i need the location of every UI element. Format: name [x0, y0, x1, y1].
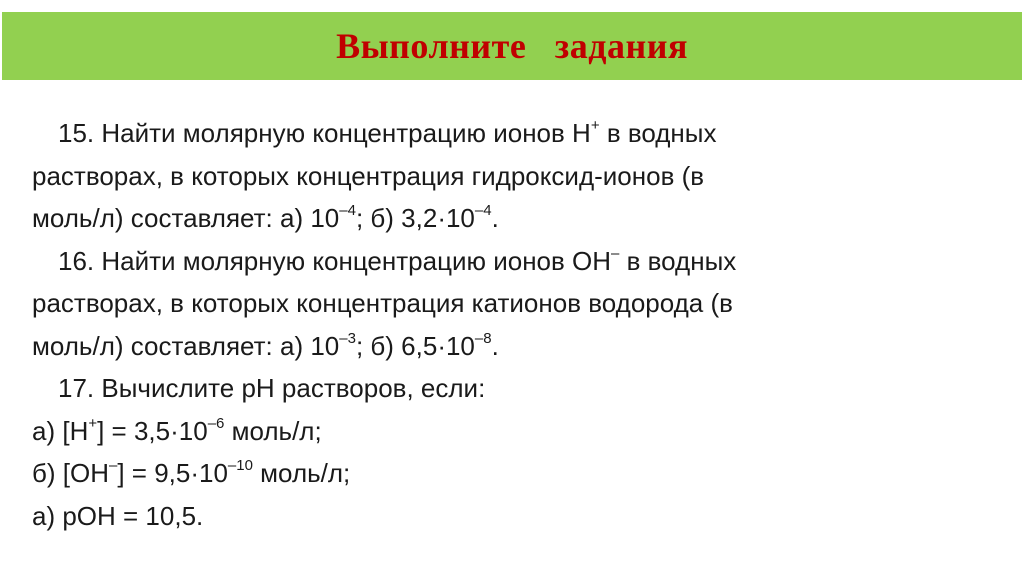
task-16-line-1: [32, 240, 992, 283]
task-15-line-2: [32, 155, 992, 198]
exponent: –4: [339, 202, 356, 220]
task-15-text: в водных: [599, 118, 717, 148]
superscript: –: [109, 457, 118, 475]
slide-title: Выполните задания: [336, 26, 688, 66]
exponent: –6: [207, 414, 225, 432]
exponent: –10: [227, 457, 253, 475]
task-17-text: моль/л;: [252, 458, 351, 488]
task-15-text: 15. Найти молярную концентрацию ионов H: [58, 118, 591, 148]
exponent: –3: [339, 329, 356, 347]
superscript: +: [88, 414, 98, 432]
task-17-text: ] = 3,5·10: [97, 415, 208, 446]
task-16-text: растворах, в которых концентрация катионов водорода (в: [32, 288, 733, 318]
superscript: –: [611, 244, 620, 262]
task-17-line-1: [32, 367, 992, 410]
task-16-text: .: [491, 330, 499, 361]
task-16-line-3: [32, 325, 992, 368]
task-15-text: моль/л) составляет: а) 10: [32, 203, 340, 233]
superscript: +: [590, 117, 600, 135]
task-17-text: а) pOH = 10,5.: [32, 500, 204, 531]
task-15-text: ; б) 3,2·10: [355, 203, 475, 233]
tasks-body: [32, 112, 992, 537]
title-banner: [2, 12, 1022, 80]
exponent: –8: [474, 329, 492, 347]
task-17-text: моль/л;: [224, 415, 322, 446]
task-15-line-1: [32, 112, 992, 155]
task-16-line-2: [32, 282, 992, 325]
task-17-item-b: [32, 452, 992, 495]
task-17-text: б) [OH: [32, 458, 109, 488]
task-16-text: ; б) 6,5·10: [355, 330, 475, 361]
task-16-text: моль/л) составляет: а) 10: [32, 330, 340, 361]
exponent: –4: [474, 202, 492, 220]
task-17-item-c: [32, 495, 992, 538]
task-16-text: в водных: [619, 245, 737, 276]
task-17-text: 17. Вычислите pH растворов, если:: [58, 373, 486, 403]
task-16-text: 16. Найти молярную концентрацию ионов OH: [58, 245, 612, 276]
task-15-text: растворах, в которых концентрация гидроксид-ионов (в: [32, 160, 705, 191]
task-17-item-a: [32, 410, 992, 453]
task-17-text: ] = 9,5·10: [117, 458, 228, 488]
task-17-text: а) [H: [32, 415, 89, 446]
task-15-text: .: [491, 203, 499, 233]
task-15-line-3: [32, 197, 992, 240]
